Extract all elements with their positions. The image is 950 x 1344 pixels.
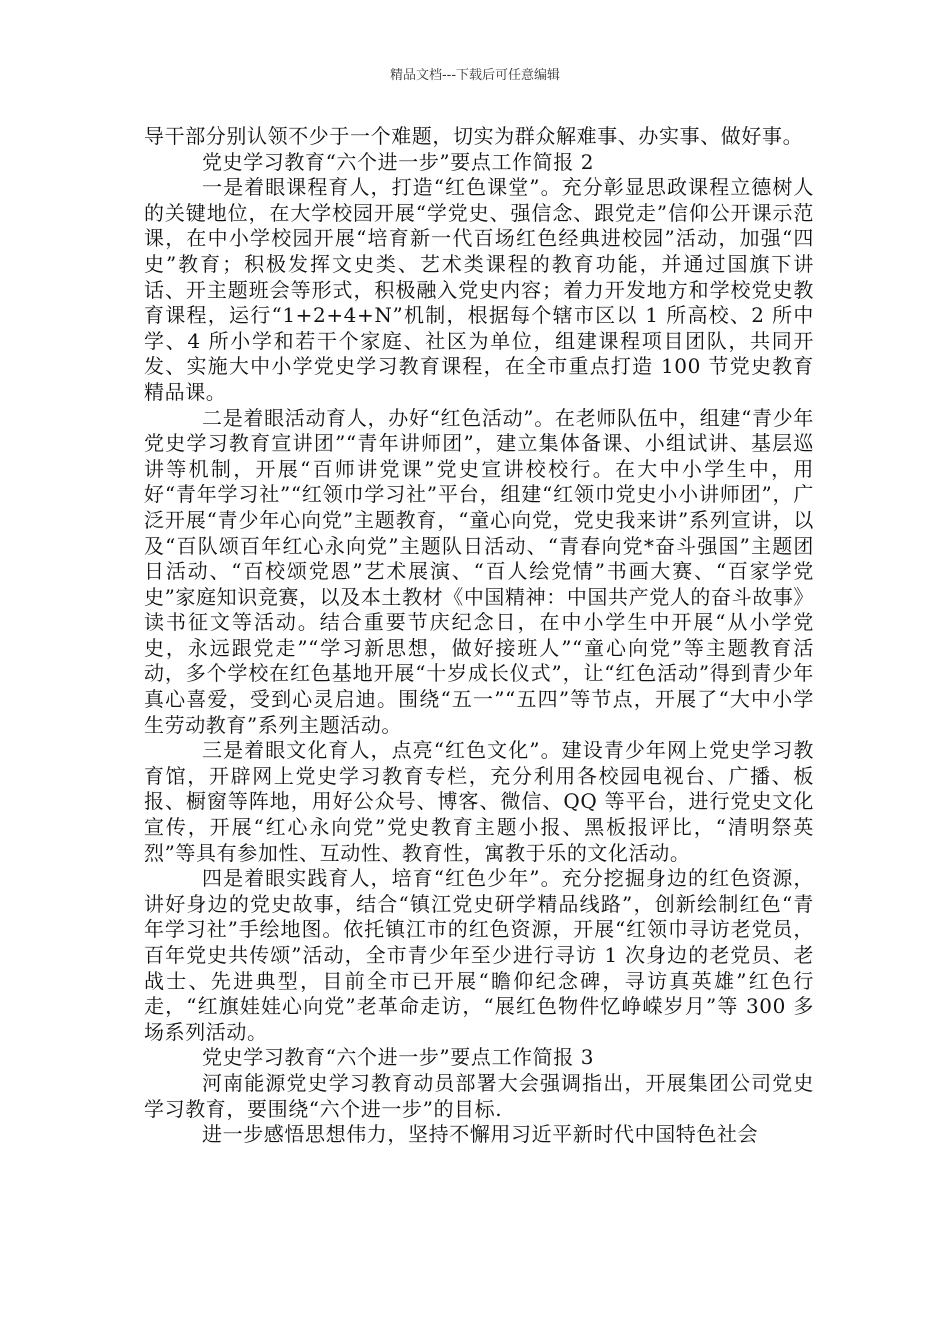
paragraph: 进一步感悟思想伟力，坚持不懈用习近平新时代中国特色社会 — [202, 1122, 759, 1147]
paragraph: 三是着眼文化育人，点亮“红色文化”。建设青少年网上党史学习教育馆，开辟网上党史学习教育专栏，充分利用各校园电视台、广播、板报、橱窗等阵地，用好公众号、博客、微信、QQ 等平台，进行党史文化宣传，开展“红心永向党”党史教育主题小报、黑板报评比，“清明祭英烈”等具有参加性、互动性、教育性，寓教于乐的文化活动。 — [144, 738, 814, 865]
paragraph: 一是着眼课程育人，打造“红色课堂”。充分彰显思政课程立德树人的关键地位，在大学校园开展“学党史、强信念、跟党走”信仰公开课示范课，在中小学校园开展“培育新一代百场红色经典进校园”活动，加强“四史”教育；积极发挥文史类、艺术类课程的教育功能，并通过国旗下讲话、开主题班会等形式，积极融入党史内容；着力开发地方和学校党史教育课程，运行“1+2+4+N”机制，根据每个辖市区以 1 所高校、2 所中学、4 所小学和若干个家庭、社区为单位，组建课程项目团队，共同开发、实施大中小学党史学习教育课程，在全市重点打造 100 节党史教育精品课。 — [144, 175, 814, 404]
paragraph: 河南能源党史学习教育动员部署大会强调指出，开展集团公司党史学习教育，要围绕“六个进一步”的目标. — [144, 1070, 814, 1121]
paragraph: 导干部分别认领不少于一个难题，切实为群众解难事、办实事、做好事。 — [144, 124, 804, 148]
document-body — [144, 124, 814, 1148]
page-header: 精品文档---下载后可任意编辑 — [389, 68, 561, 83]
paragraph: 二是着眼活动育人，办好“红色活动”。在老师队伍中，组建“青少年党史学习教育宣讲团”“青年讲师团”，建立集体备课、小组试讲、基层巡讲等机制，开展“百师讲党课”党史宣讲校校行。在大中小学生中，用好“青年学习社”“红领巾学习社”平台，组建“红领巾党史小小讲师团”，广泛开展“青少年心向党”主题教育，“童心向党，党史我来讲”系列宣讲，以及“百队颂百年红心永向党”主题队日活动、“青春向党*奋斗强国”主题团日活动、“百校颂党恩”艺术展演、“百人绘党情”书画大赛、“百家学党史”家庭知识竞赛，以及本土教材《中国精神：中国共产党人的奋斗故事》读书征文等活动。结合重要节庆纪念日，在中小学生中开展“从小学党史，永远跟党走”“学习新思想，做好接班人”“童心向党”等主题教育活动，多个学校在红色基地开展“十岁成长仪式”，让“红色活动”得到青少年真心喜爱，受到心灵启迪。围绕“五一”“五四”等节点，开展了“大中小学生劳动教育”系列主题活动。 — [144, 405, 815, 737]
section-title: 党史学习教育“六个进一步”要点工作简报 2 — [202, 149, 595, 174]
section-title: 党史学习教育“六个进一步”要点工作简报 3 — [202, 1045, 595, 1070]
paragraph: 四是着眼实践育人，培育“红色少年”。充分挖掘身边的红色资源，讲好身边的党史故事，结合“镇江党史研学精品线路”，创新绘制红色“青年学习社”手绘地图。依托镇江市的红色资源，开展“红领巾寻访老党员，百年党史共传颂”活动，全市青少年至少进行寻访 1 次身边的老党员、老战士、先进典型，目前全市已开展“瞻仰纪念碑，寻访真英雄”红色行走，“红旗娃娃心向党”老革命走访，“展红色物件忆峥嵘岁月”等 300 多场系列活动。 — [144, 866, 814, 1044]
